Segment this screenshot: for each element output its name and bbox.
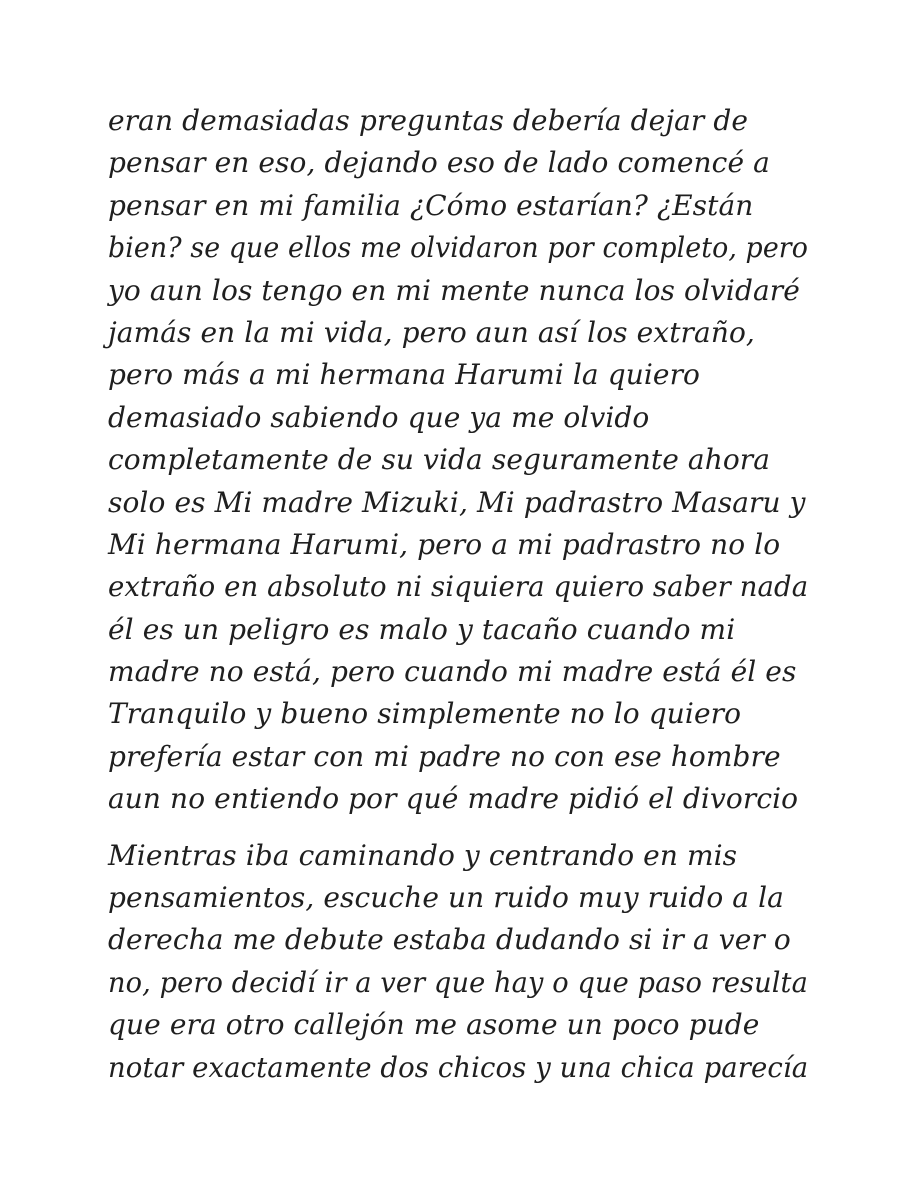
text-line: no, pero decidí ir a ver que hay o que paso resulta xyxy=(108,965,808,999)
paragraph-2 xyxy=(108,835,808,1089)
text-line: yo aun los tengo en mi mente nunca los olvidaré xyxy=(108,273,800,307)
text-line: pero más a mi hermana Harumi la quiero xyxy=(108,358,701,392)
text-line: completamente de su vida seguramente ahora xyxy=(108,443,771,477)
text-line: Mientras iba caminando y centrando en mis xyxy=(108,838,738,872)
text-line: aun no entiendo por qué madre pidió el divorcio xyxy=(108,782,799,816)
text-line: demasiado sabiendo que ya me olvido xyxy=(108,400,650,434)
text-line: Mi hermana Harumi, pero a mi padrastro no lo xyxy=(108,527,781,561)
text-line: eran demasiadas preguntas debería dejar de xyxy=(108,104,749,137)
text-line: extraño en absoluto ni siquiera quiero saber nada xyxy=(108,570,809,604)
text-line: madre no está, pero cuando mi madre está él es xyxy=(108,655,797,689)
text-line: él es un peligro es malo y tacaño cuando mi xyxy=(108,612,736,646)
text-line: jamás en la mi vida, pero aun así los extraño, xyxy=(108,315,755,349)
body-text xyxy=(108,100,808,1103)
text-line: que era otro callejón me asome un poco pude xyxy=(108,1008,760,1042)
text-line: derecha me debute estaba dudando si ir a ver o xyxy=(108,923,791,957)
text-line: notar exactamente dos chicos y una chica parecía xyxy=(108,1050,809,1084)
text-line: pensar en mi familia ¿Cómo estarían? ¿Están xyxy=(108,188,754,222)
paragraph-1 xyxy=(108,100,808,821)
text-line: solo es Mi madre Mizuki, Mi padrastro Masaru y xyxy=(108,485,806,519)
text-line: pensamientos, escuche un ruido muy ruido a la xyxy=(108,881,784,915)
text-line: bien? se que ellos me olvidaron por completo, pero xyxy=(108,231,808,265)
text-line: pensar en eso, dejando eso de lado comencé a xyxy=(108,146,770,180)
text-line: Tranquilo y bueno simplemente no lo quiero xyxy=(108,697,742,731)
text-line: prefería estar con mi padre no con ese hombre xyxy=(108,739,781,773)
